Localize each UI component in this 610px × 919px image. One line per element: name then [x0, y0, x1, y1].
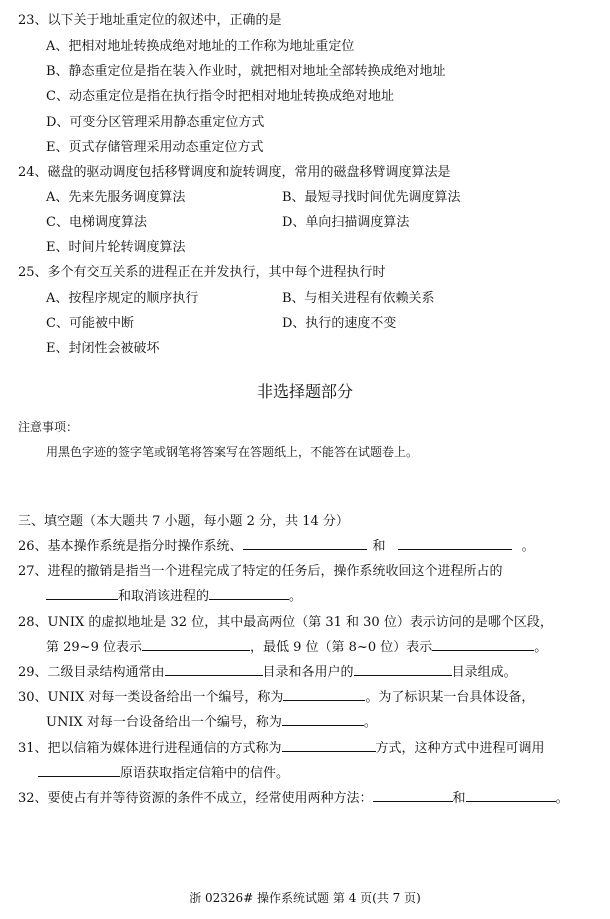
q29-blank-1[interactable]	[165, 663, 263, 676]
q31-line-2	[38, 762, 289, 781]
q29-blank-2[interactable]	[354, 663, 452, 676]
part3-title: 三、填空题（本大题共 7 小题，每小题 2 分，共 14 分）	[18, 514, 349, 529]
notice-label: 注意事项：	[18, 420, 79, 434]
q32-blank-2[interactable]	[466, 789, 556, 802]
q27-line-1: 27、进程的撤销是指当一个进程完成了特定的任务后，操作系统收回这个进程所占的	[18, 564, 503, 579]
q25-option-b: B、与相关进程有依赖关系	[282, 291, 435, 306]
q30-text-d: 。	[363, 715, 377, 730]
q27-text-c: 。	[289, 589, 303, 604]
q23-option-a: A、把相对地址转换成绝对地址的工作称为地址重定位	[46, 39, 355, 54]
q23-stem: 23、以下关于地址重定位的叙述中，正确的是	[18, 13, 282, 28]
q27-blank-1[interactable]	[46, 587, 118, 600]
q30-text-c: UNIX 对每一台设备给出一个编号，称为	[46, 715, 282, 730]
q26-text-b: 和	[372, 539, 386, 554]
q23-option-d: D、可变分区管理采用静态重定位方式	[46, 115, 265, 130]
q26-text-a: 26、基本操作系统是指分时操作系统、	[18, 539, 243, 554]
q30-text-b: 。为了标识某一台具体设备，	[365, 690, 535, 705]
q31-blank-2[interactable]	[38, 764, 120, 777]
q26-blank-1[interactable]	[243, 537, 367, 550]
q28-text-d: 。	[534, 640, 548, 655]
q27-line-2	[46, 585, 302, 604]
q29-text-c: 目录组成。	[451, 665, 517, 680]
q24-option-e: E、时间片轮转调度算法	[46, 240, 186, 255]
q29	[18, 661, 517, 680]
q23-option-c: C、动态重定位是指在执行指令时把相对地址转换成绝对地址	[46, 89, 394, 104]
q27-blank-2[interactable]	[209, 587, 289, 600]
q30-line-1	[18, 686, 534, 705]
q25-option-d: D、执行的速度不变	[282, 316, 397, 331]
q25-stem: 25、多个有交互关系的进程正在并发执行，其中每个进程执行时	[18, 265, 386, 280]
q26	[18, 535, 535, 554]
q30-blank-1[interactable]	[283, 688, 365, 701]
q32-text-b: 和	[452, 791, 466, 806]
q28-text-b: 第 29~9 位表示	[46, 640, 142, 655]
q28-blank-2[interactable]	[432, 638, 534, 651]
q28-line-2	[46, 636, 547, 655]
q30-blank-2[interactable]	[282, 713, 364, 726]
q27-text-b: 和取消该进程的	[118, 589, 210, 604]
section-title: 非选择题部分	[256, 382, 353, 401]
q25-option-a: A、按程序规定的顺序执行	[46, 291, 199, 306]
q31-text-a: 31、把以信箱为媒体进行进程通信的方式称为	[18, 741, 282, 756]
q25-option-c: C、可能被中断	[46, 316, 134, 331]
q29-text-b: 目录和各用户的	[262, 665, 354, 680]
q31-blank-1[interactable]	[282, 739, 376, 752]
q30-text-a: 30、UNIX 对每一类设备给出一个编号，称为	[18, 690, 284, 705]
q24-stem: 24、磁盘的驱动调度包括移臂调度和旋转调度，常用的磁盘移臂调度算法是	[18, 165, 451, 180]
q23-option-e: E、页式存储管理采用动态重定位方式	[46, 140, 264, 155]
q23-option-b: B、静态重定位是指在装入作业时，就把相对地址全部转换成绝对地址	[46, 64, 446, 79]
q26-text-c: 。	[521, 539, 535, 554]
q32-text-c: 。	[555, 791, 569, 806]
q31-text-c: 原语获取指定信箱中的信件。	[120, 766, 290, 781]
q32	[18, 787, 569, 806]
q31-text-b: 方式，这种方式中进程可调用	[375, 741, 545, 756]
q32-blank-1[interactable]	[373, 789, 453, 802]
q28-line-1: 28、UNIX 的虚拟地址是 32 位，其中最高两位（第 31 和 30 位）表示访问的是哪个区段，	[18, 615, 553, 630]
q28-text-c: ，最低 9 位（第 8~0 位）表示	[249, 640, 433, 655]
q26-blank-2[interactable]	[398, 537, 512, 550]
q28-blank-1[interactable]	[142, 638, 250, 651]
q24-option-c: C、电梯调度算法	[46, 215, 147, 230]
q31-line-1	[18, 737, 545, 756]
q32-text-a: 32、要使占有并等待资源的条件不成立，经常使用两种方法：	[18, 791, 373, 806]
q29-text-a: 29、二级目录结构通常由	[18, 665, 165, 680]
q30-line-2	[46, 711, 377, 730]
q25-option-e: E、封闭性会被破坏	[46, 341, 160, 356]
q24-option-a: A、先来先服务调度算法	[46, 190, 186, 205]
q24-option-b: B、最短寻找时间优先调度算法	[282, 190, 461, 205]
notice-body: 用黑色字迹的签字笔或钢笔将答案写在答题纸上，不能答在试题卷上。	[46, 445, 419, 459]
page-footer: 浙 02326# 操作系统试题 第 4 页(共 7 页)	[189, 891, 421, 905]
q24-option-d: D、单向扫描调度算法	[282, 215, 410, 230]
